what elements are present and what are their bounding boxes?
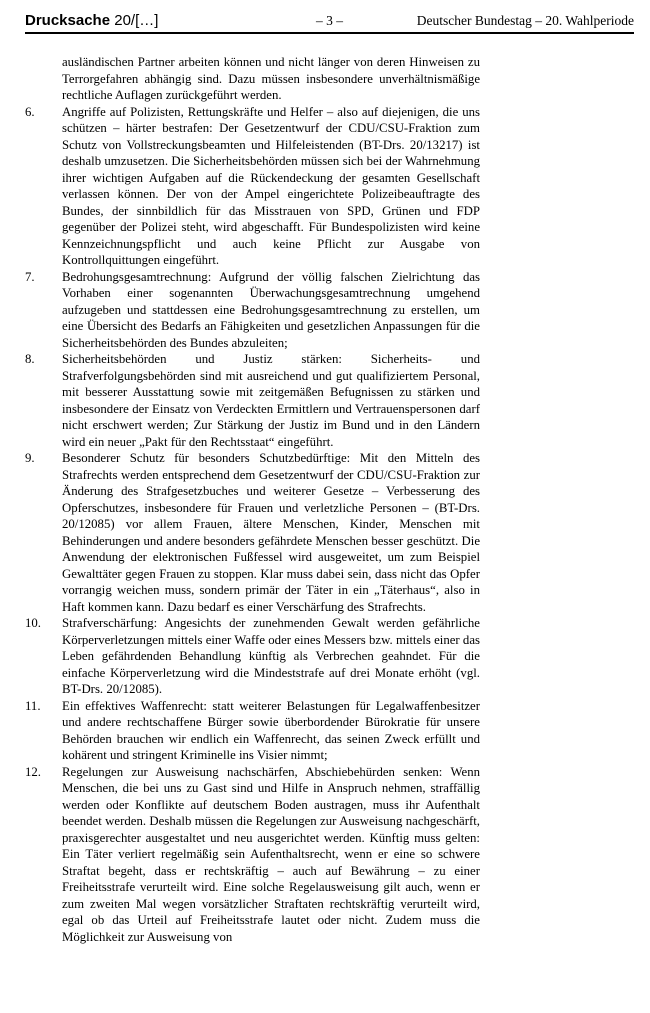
item-text: Strafverschärfung: Angesichts der zunehmenden Gewalt werden gefährliche Körperverletzungen mittels einer Waffe oder eines Messers bzw. mittels einer das Leben gefährdenden Behandlung künftig als Verbrechen geahndet. Für die einfache Körperverletzung wird die Mindeststrafe auf drei Monate erhöht (vgl. BT-Drs. 20/12085). bbox=[62, 616, 480, 696]
item-text: Sicherheitsbehörden und Justiz stärken: Sicherheits- und Strafverfolgungsbehörden sind mit ausreichend und gut qualifiziertem Personal, mit besserer Ausstattung sowie mit zeitgemäßen Befugnissen zu stärken und insbesondere der Einsatz von Verdeckten Ermittlern und Vertrauenspersonen darf nicht erschwert werden; Zur Stärkung der Justiz im Bund und in den Ländern wird ein neuer „Pakt für den Rechtsstaat“ eingeführt. bbox=[62, 352, 480, 449]
item-text: Bedrohungsgesamtrechnung: Aufgrund der völlig falschen Zielrichtung das Vorhaben einer sogenannten Überwachungsgesamtrechnung umgehend aufzugeben und stattdessen eine Bedrohungsgesamtrechnung zu erstellen, um eine Übersicht des Bedarfs an Fähigkeiten und gesetzlichen Anpassungen für die Sicherheitsbehörden des Bundes abzuleiten; bbox=[62, 269, 480, 350]
item-text: Angriffe auf Polizisten, Rettungskräfte und Helfer – also auf diejenigen, die uns schützen – härter bestrafen: Der Gesetzentwurf der CDU/CSU-Fraktion zum Schutz von Vollstreckungsbeamten und Hilfeleistenden (BT-Drs. 20/13217) ist deshalb umzusetzen. Die Sicherheitsbehörden müssen sich bei der Wahrnehmung ihrer wichtigen Aufgaben auf die Rückendeckung der gesamten Gesellschaft verlassen können. Der von der Ampel eingerichtete Polizeibeauftragte des Bundes, der sinnbildlich für das Misstrauen von SPD, Grünen und FDP gegenüber der Polizei steht, wird abgeschafft. Für Bundespolizisten wird keine Kennzeichnungspflicht und auch keine Pflicht zur Ausgabe von Kontrollquittungen eingeführt. bbox=[62, 104, 480, 267]
list-item bbox=[25, 104, 480, 269]
doc-label: Drucksache bbox=[25, 12, 111, 29]
item-number: 11. bbox=[25, 698, 41, 713]
item-number: 12. bbox=[25, 764, 41, 779]
item-number: 6. bbox=[25, 104, 35, 119]
list-item bbox=[25, 764, 480, 946]
document-body bbox=[25, 54, 480, 945]
page-header bbox=[25, 12, 634, 34]
item-text: Besonderer Schutz für besonders Schutzbedürftige: Mit den Mitteln des Strafrechts werden entsprechend dem Gesetzentwurf der CDU/CSU-Fraktion zur Änderung des Strafgesetzbuches und weiterer Gesetze – Verbesserung des Opferschutzes, insbesondere für Frauen und verletzliche Personen – (BT-Drs. 20/12085) vor allem Frauen, ältere Menschen, Kinder, Menschen mit Behinderungen und andere besonders gefährdete Menschen besser geschützt. Die Anwendung der elektronischen Fußfessel wird ausgeweitet, um zum Beispiel Gewalttäter gegen Frauen zu stoppen. Klar muss dabei sein, dass nicht das Opfer vorrangig weichen muss, sondern primär der Täter in ein „Täterhaus“, also in Haft kommen kann. Dazu bedarf es einer Verschärfung des Strafrechts. bbox=[62, 451, 480, 614]
item-number: 7. bbox=[25, 269, 35, 284]
list-item bbox=[25, 698, 480, 764]
doc-number-value: 20/[…] bbox=[114, 12, 159, 29]
item-number: 8. bbox=[25, 352, 35, 366]
doc-number bbox=[25, 12, 316, 29]
item-text: Ein effektives Waffenrecht: statt weiterer Belastungen für Legalwaffenbesitzer und andere rechtschaffene Bürger sowie überbordender Bürokratie für unsere Behörden brauchen wir endlich ein Waffenrecht, das seinen Zweck erfüllt und kohärent und stringent Kriminelle ins Visier nimmt; bbox=[62, 698, 480, 762]
list-item bbox=[25, 450, 480, 615]
item-text: Regelungen zur Ausweisung nachschärfen, Abschiebehürden senken: Wenn Menschen, die bei uns zu Gast sind und Hilfe in Anspruch nehmen, straffällig werden oder Konflikte auf deutschem Boden austragen, muss ihr Aufenthalt beendet werden. Deshalb müssen die Regelungen zur Ausweisung nachgeschärft, praxisgerechter ausgestaltet und neu ausgerichtet werden. Künftig muss gelten: Ein Täter verliert regelmäßig sein Aufenthaltsrecht, wenn er eine so schwere Straftat begeht, dass er rechtskräftig – auch auf Bewährung – zu einer Freiheitsstrafe verurteilt wird. Eine solche Regelausweisung gilt auch, wenn er zum zweiten Mal wegen vorsätzlicher Straftaten rechtskräftig verurteilt wird, egal ob das Urteil auf Freiheitsstrafe lautet oder nicht. Zudem muss die Möglichkeit zur Ausweisung von bbox=[62, 764, 480, 944]
list-item bbox=[25, 615, 480, 698]
intro-paragraph: ausländischen Partner arbeiten können und nicht länger von deren Hinweisen zu Terrorgefahren abhängig sind. Dazu müssen insbesondere unverhältnismäßige rechtliche Auflagen zurückgeführt werden. bbox=[62, 55, 480, 102]
header-right-text: Deutscher Bundestag – 20. Wahlperiode bbox=[416, 13, 634, 28]
page-number: – 3 – bbox=[316, 13, 343, 28]
list-item bbox=[25, 269, 480, 352]
list-item bbox=[25, 351, 480, 450]
item-number: 9. bbox=[25, 451, 35, 465]
item-number: 10. bbox=[25, 616, 41, 630]
